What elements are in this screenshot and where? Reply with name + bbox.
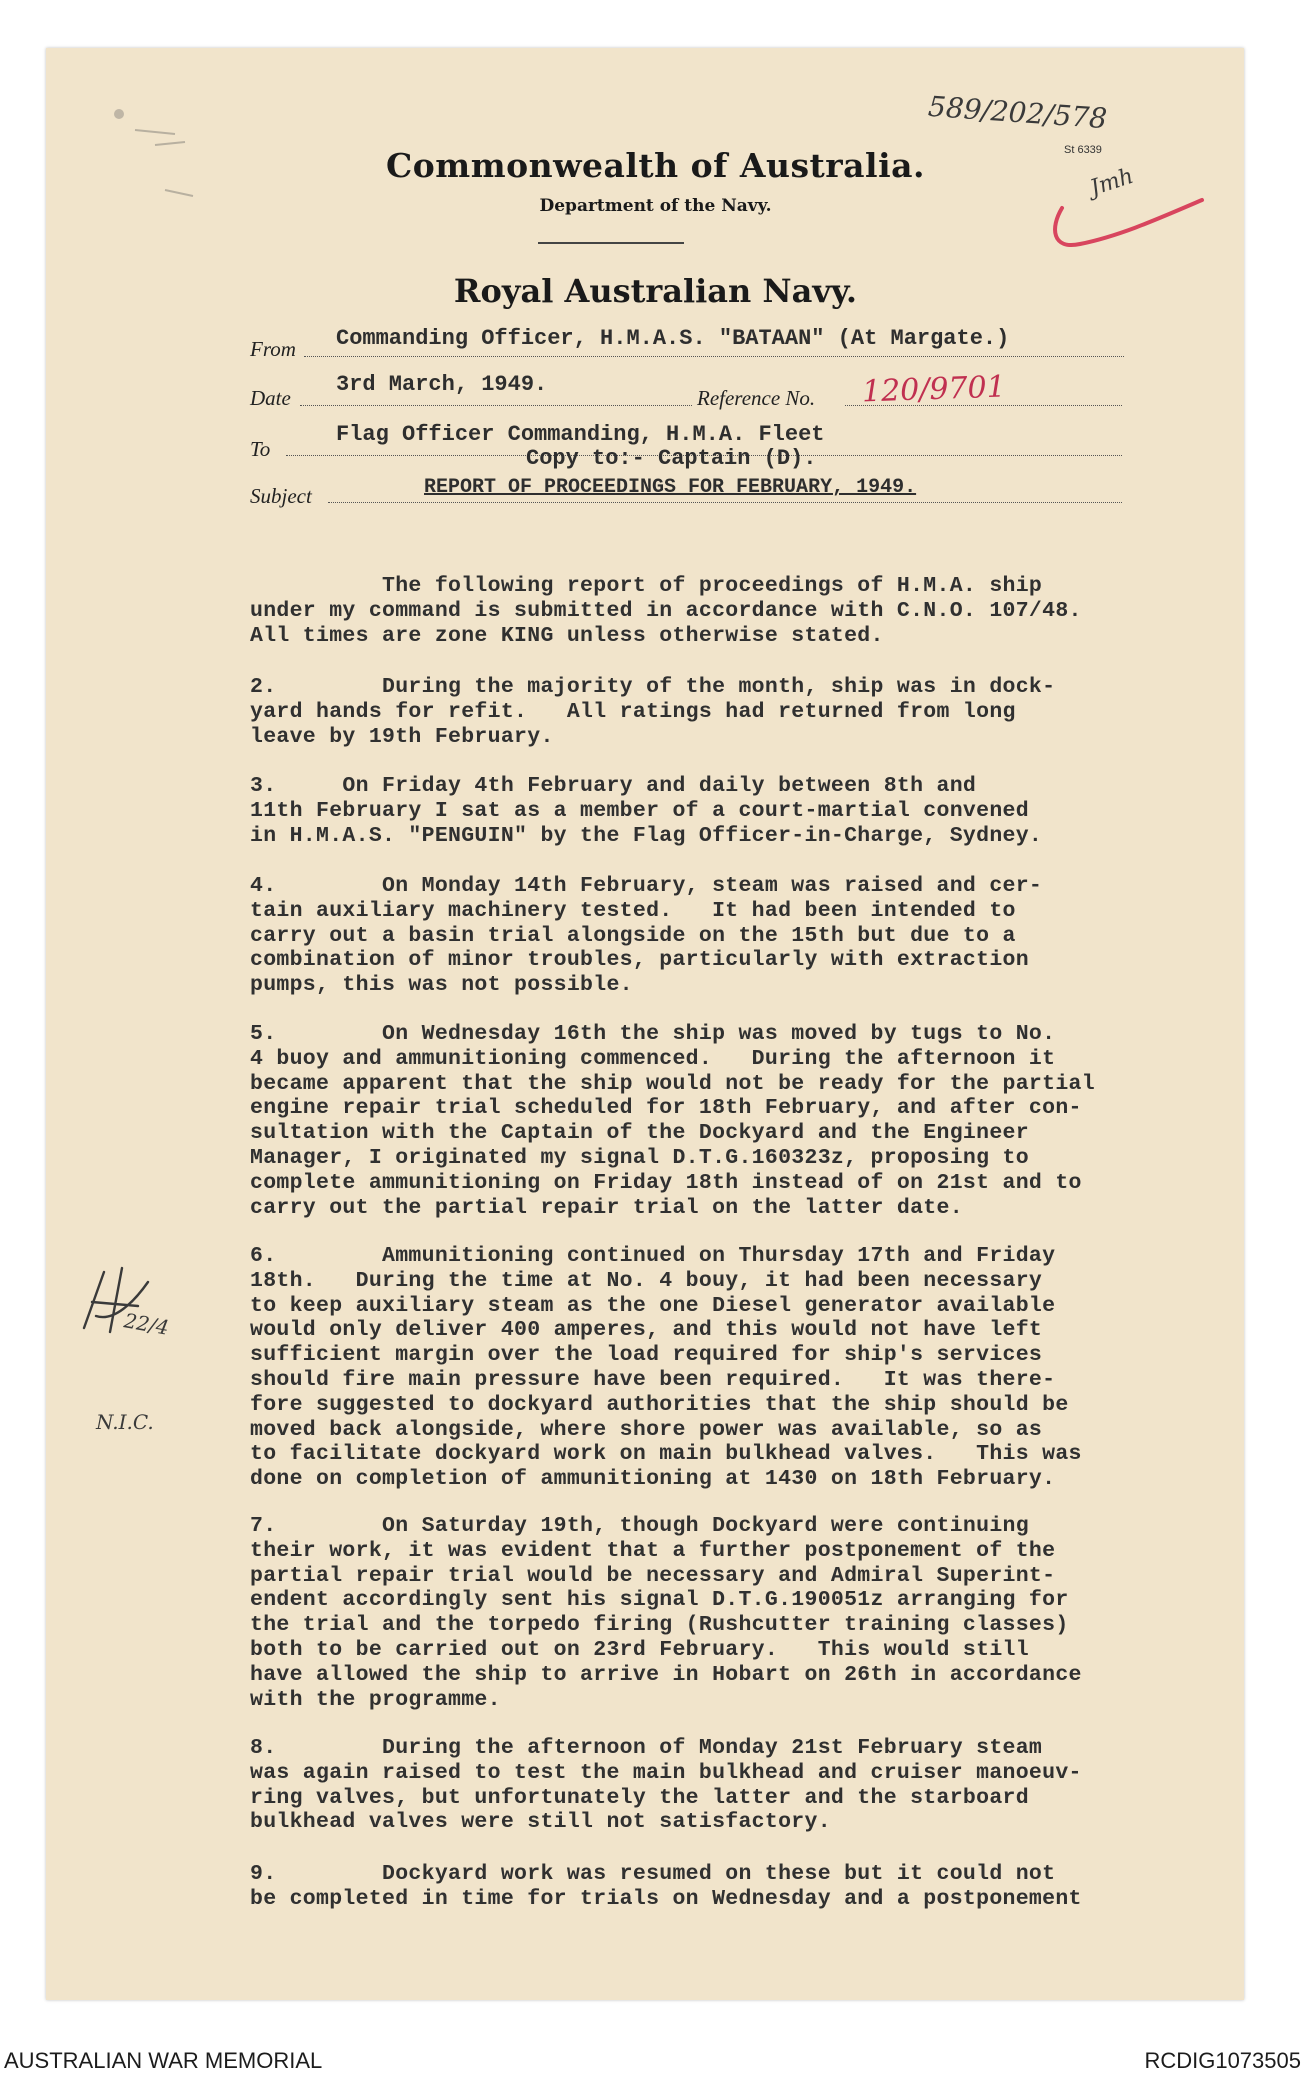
paragraph-9: 9. Dockyard work was resumed on these but it could not be completed in time for trials on Wednesday and a postponement <box>250 1862 1082 1911</box>
to-value: Flag Officer Commanding, H.M.A. Fleet <box>336 422 825 447</box>
to-label: To <box>250 437 271 461</box>
paragraph-1: The following report of proceedings of H.M.A. ship under my command is submitted in accordance with C.N.O. 107/48. All times are zone KING unless otherwise stated. <box>250 574 1082 648</box>
paragraph-7: 7. On Saturday 19th, though Dockyard were continuing their work, it was evident that a further postponement of the partial repair trial would be necessary and Admiral Superint- endent accordingly sent his signal D.T.G.190051z arranging for the trial and the torpedo firing (Rushcutter training classes) both to be carried out on 23rd February. This would still have allowed the ship to arrive in Hobart on 26th in accordance with the programme. <box>250 1514 1082 1712</box>
letterhead-title: Commonwealth of Australia. <box>386 146 925 185</box>
letterhead-divider <box>538 242 684 244</box>
paragraph-3: 3. On Friday 4th February and daily between 8th and 11th February I sat as a member of a court-martial convened in H.M.A.S. "PENGUIN" by the Flag Officer-in-Charge, Sydney. <box>250 774 1043 848</box>
archive-reference: 589/202/578 <box>927 89 1109 136</box>
form-number: St 6339 <box>1064 144 1102 156</box>
from-value: Commanding Officer, H.M.A.S. "BATAAN" (At Margate.) <box>336 326 1010 351</box>
initials-signature: Jmh <box>1087 163 1137 202</box>
paragraph-2: 2. During the majority of the month, ship was in dock- yard hands for refit. All ratings had returned from long leave by 19th February. <box>250 675 1056 749</box>
paragraph-5: 5. On Wednesday 16th the ship was moved by tugs to No. 4 buoy and ammunitioning commenced. During the afternoon it became apparent that the ship would not be ready for the partial engine repair trial scheduled for 18th February, and after con- sultation with the Captain of the Dockyard and the Engineer Manager, I originated my signal D.T.G.160323z, proposing to complete ammunitioning on Friday 18th instead of on 21st and to carry out the partial repair trial on the latter date. <box>250 1022 1095 1220</box>
copy-to: Copy to:- Captain (D). <box>526 446 817 471</box>
date-rule <box>300 405 692 406</box>
paragraph-4: 4. On Monday 14th February, steam was raised and cer- tain auxiliary machinery tested. It had been intended to carry out a basin trial alongside on the 15th but due to a combination of minor troubles, particularly with extraction pumps, this was not possible. <box>250 874 1043 998</box>
from-rule <box>304 356 1124 357</box>
reference-value: 120/9701 <box>861 369 1007 410</box>
letterhead-department: Department of the Navy. <box>539 196 772 216</box>
footer-record-id: RCDIG1073505 <box>1144 2048 1301 2073</box>
subject-label: Subject <box>250 484 312 508</box>
date-value: 3rd March, 1949. <box>336 372 548 397</box>
paragraph-6: 6. Ammunitioning continued on Thursday 17th and Friday 18th. During the time at No. 4 bouy, it had been necessary to keep auxiliary steam as the one Diesel generator available would only deliver 400 amperes, and this would not have left sufficient margin over the load required for ship's services should fire main pressure have been required. It was there- fore suggested to dockyard authorities that the ship should be moved back alongside, where shore power was available, so as to facilitate dockyard work on main bulkhead valves. This was done on completion of ammunitioning at 1430 on 18th February. <box>250 1244 1082 1492</box>
from-label: From <box>250 337 296 361</box>
margin-date-note: 22/4 <box>122 1308 171 1340</box>
subject-rule <box>328 502 1122 503</box>
footer-institution: AUSTRALIAN WAR MEMORIAL <box>4 2048 323 2073</box>
date-label: Date <box>250 386 291 410</box>
reference-label: Reference No. <box>697 386 816 410</box>
subject-value: REPORT OF PROCEEDINGS FOR FEBRUARY, 1949. <box>424 476 917 499</box>
margin-nic-note: N.I.C. <box>96 1410 154 1434</box>
letterhead-service: Royal Australian Navy. <box>453 272 858 310</box>
paragraph-8: 8. During the afternoon of Monday 21st February steam was again raised to test the main bulkhead and cruiser manoeuv- ring valves, but unfortunately the latter and the starboard bulkhead valves were still not satisfactory. <box>250 1736 1082 1835</box>
